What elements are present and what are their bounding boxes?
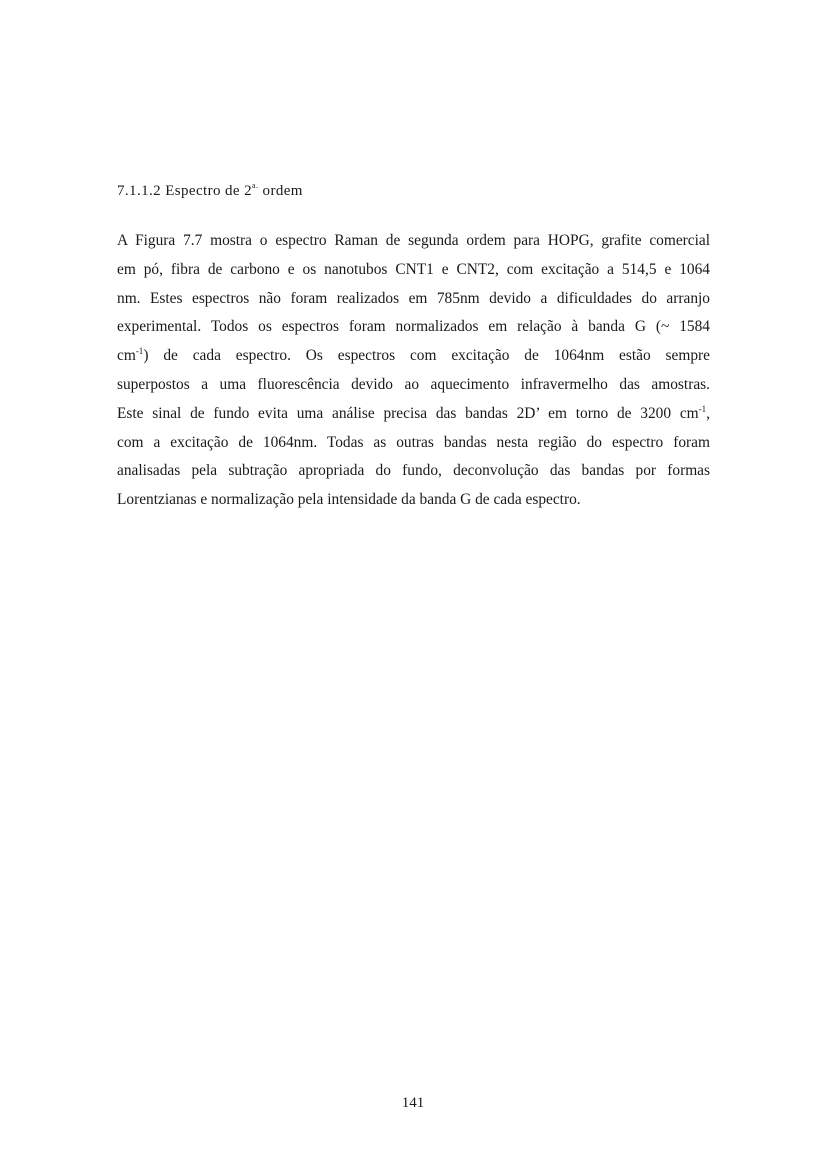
- line-text: ,: [706, 404, 710, 422]
- line-text: A Figura 7.7 mostra o espectro Raman de segunda ordem para HOPG, grafite comercial: [117, 232, 710, 249]
- line-text: analisadas pela subtração apropriada do fundo, deconvolução das bandas por formas: [117, 462, 710, 480]
- page-number: 141: [401, 1095, 425, 1111]
- paragraph-line: [117, 400, 710, 429]
- paragraph-line: [117, 486, 710, 515]
- line-text: ) de cada espectro. Os espectros com excitação de 1064nm estão sempre: [143, 347, 710, 365]
- line-text: em pó, fibra de carbono e os nanotubos CNT1 e CNT2, com excitação a 514,5 e 1064: [117, 260, 710, 278]
- line-text: experimental. Todos os espectros foram normalizados em relação à banda G (~ 1584: [117, 318, 710, 336]
- section-heading: [117, 183, 303, 200]
- line-text: nm. Estes espectros não foram realizados em 785nm devido a dificuldades do arranjo: [117, 289, 710, 307]
- paragraph-line: [117, 371, 710, 400]
- body-paragraph: [117, 227, 710, 515]
- paragraph-line: [117, 313, 710, 342]
- line-text: Lorentzianas e normalização pela intensidade da banda G de cada espectro.: [117, 491, 581, 509]
- paragraph-line: [117, 227, 710, 256]
- line-text: cm: [117, 347, 136, 365]
- section-heading-suffix: ordem: [258, 183, 303, 199]
- line-text: Este sinal de fundo evita uma análise precisa das bandas 2D’ em torno de 3200 cm: [117, 404, 699, 422]
- paragraph-line: [117, 285, 710, 314]
- exponent-superscript: -1: [698, 403, 707, 414]
- section-heading-text: 7.1.1.2 Espectro de 2: [117, 183, 253, 199]
- line-text: com a excitação de 1064nm. Todas as outras bandas nesta região do espectro foram: [117, 433, 710, 451]
- paragraph-line: [117, 342, 710, 371]
- line-text: superpostos a uma fluorescência devido ao aquecimento infravermelho das amostras.: [117, 375, 710, 393]
- paragraph-line: [117, 457, 710, 486]
- ordinal-superscript: a.: [252, 181, 259, 190]
- exponent-superscript: -1: [135, 346, 144, 357]
- paragraph-line: [117, 429, 710, 458]
- paragraph-line: [117, 256, 710, 285]
